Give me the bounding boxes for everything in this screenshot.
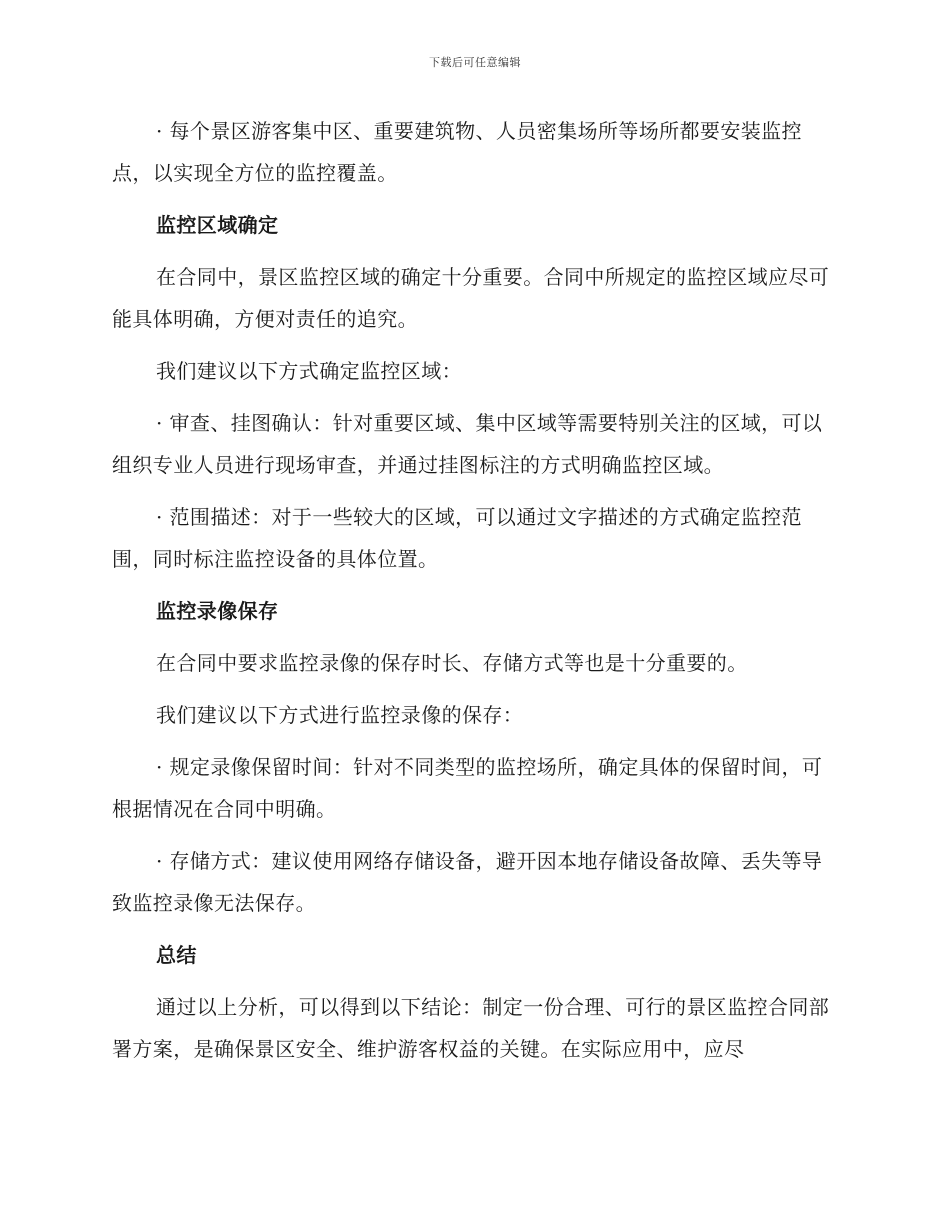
document-body (112, 110, 832, 1080)
paragraph-recording-importance: 在合同中要求监控录像的保存时长、存储方式等也是十分重要的。 (156, 651, 748, 675)
paragraph-recording-intro: 我们建议以下方式进行监控录像的保存： (156, 703, 524, 727)
paragraph-summary: 通过以上分析，可以得到以下结论：制定一份合理、可行的景区监控合同部署方案，是确保景区安全、维护游客权益的关键。在实际应用中，应尽 (112, 995, 830, 1061)
paragraph-bullet-storage: · 存储方式：建议使用网络存储设备，避开因本地存储设备故障、丢失等导致监控录像无法保存。 (112, 849, 823, 915)
section-heading-area: 监控区域确定 (156, 213, 279, 237)
paragraph-bullet-retention: · 规定录像保留时间：针对不同类型的监控场所，确定具体的保留时间，可根据情况在合同中明确。 (112, 755, 823, 821)
paragraph-area-importance: 在合同中，景区监控区域的确定十分重要。合同中所规定的监控区域应尽可能具体明确，方便对责任的追究。 (112, 265, 830, 331)
section-heading-recording: 监控录像保存 (156, 599, 279, 623)
paragraph-bullet-coverage: · 每个景区游客集中区、重要建筑物、人员密集场所等场所都要安装监控点，以实现全方位的监控覆盖。 (112, 119, 802, 185)
section-heading-summary: 总结 (156, 943, 197, 967)
page-header-note: 下载后可任意编辑 (429, 56, 521, 69)
paragraph-bullet-review: · 审查、挂图确认：针对重要区域、集中区域等需要特别关注的区域，可以组织专业人员进行现场审查，并通过挂图标注的方式明确监控区域。 (112, 411, 823, 477)
paragraph-area-intro: 我们建议以下方式确定监控区域： (156, 359, 462, 383)
paragraph-bullet-scope: · 范围描述：对于一些较大的区域，可以通过文字描述的方式确定监控范围，同时标注监控设备的具体位置。 (112, 505, 802, 571)
